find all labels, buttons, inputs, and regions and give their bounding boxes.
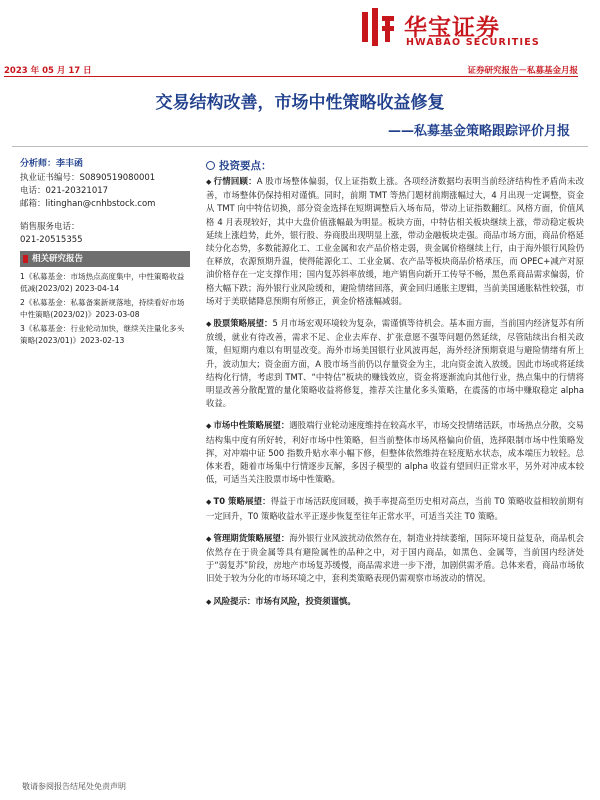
managed-futures-paragraph <box>206 532 584 586</box>
risk-warning-paragraph <box>206 595 584 609</box>
analyst-phone: 电话：021-20321017 <box>20 186 109 196</box>
bullet-diamond-icon: ◆ <box>206 597 212 606</box>
paragraph-text: 得益于市场活跃度回暖，换手率提高至历史相对高点，当前 T0 策略收益相较前期有一定回升，T0 策略收益水平正逐步恢复至往年正常水平，可适当关注 T0 策略。 <box>206 496 584 521</box>
main-content <box>206 158 584 618</box>
bullet-diamond-icon: ◆ <box>206 534 212 543</box>
paragraph-label: 市场中性策略展望： <box>213 420 290 431</box>
section-heading-text: 投资要点： <box>219 160 272 172</box>
paragraph-label: 管理期货策略展望： <box>213 532 290 543</box>
paragraph-text: 海外银行业风波扰动依然存在，制造业持续萎缩，国际环境日益复杂，商品机会依然存在于贵金属等具有避险属性的品种之中，对于国内商品，如黑色、金属等，当前国内经济处于“弱复苏”阶段，房地产市场复苏缓慢，商品需求进一步下滑，加剧供需矛盾。总体来看，商品市场依旧处于较为分化的市场环境之中，套利类策略表现仍需观察市场波动的情况。 <box>206 532 585 584</box>
related-report-item[interactable]: 2《私募基金：私募备案新规落地，持续看好市场中性策略(2023/02)》2023-03-08 <box>20 298 185 319</box>
bullet-diamond-icon: ◆ <box>206 498 212 507</box>
huabao-logo-icon <box>358 8 398 46</box>
report-subtitle: ——私募基金策略跟踪评价月报 <box>387 124 570 139</box>
stock-strategy-paragraph <box>206 317 584 410</box>
related-reports-header: 相关研究报告 <box>20 251 190 267</box>
paragraph-label: 股票策略展望： <box>213 318 273 329</box>
logo-name: 华宝证券 <box>404 15 500 41</box>
header-divider <box>4 76 578 77</box>
bullet-diamond-icon: ◆ <box>206 178 212 186</box>
analyst-email[interactable]: 邮箱：litinghan@cnhbstock.com <box>20 199 156 209</box>
sales-phone: 021-20515355 <box>20 235 83 245</box>
analyst-info <box>20 172 190 211</box>
sales-contact <box>20 221 190 247</box>
report-date: 2023 年 05 月 17 日 <box>4 66 92 76</box>
section-heading <box>206 158 584 173</box>
related-report-item[interactable]: 3《私募基金：行业轮动加快，继续关注量化多头策略(2023/01)》2023-02-13 <box>20 324 185 345</box>
license-number: 执业证书编号：S0890519080001 <box>20 173 156 183</box>
paragraph-text: A 股市场整体偏弱，仅上证指数上涨。各项经济数据均表明当前经济结构性矛盾尚未改善，市场整体仍保持相对谨慎。同时，前期 TMT 等热门题材前期涨幅过大，4 月出现一定调整，资金从 TMT 向中特估切换，部分资金选择在短期调整后入场布局，带动上证指数翻红。风格方面，价值风格 4 月表现较好，其中大盘价值涨幅最为明显。板块方面，中特估相关板块继续上涨，带动稳定板块延续上涨趋势，此外，银行股、券商股出现明显上涨，带动金融板块走强。商品市场方面，商品价格延续分化态势，多数能源化工、工业金属和农产品价格走弱，贵金属价格继续上行，由于海外银行风险仍在释放，农源预期升温，使得能源化工、工业金属、农产品等板块商品价格承压，而 OPEC+减产对原油价格存在一定支撑作用；国内复苏斜率放缓，地产销售向新开工传导不畅，黑色系商品需求偏弱，价格大幅下跌；海外银行业风险缓和，避险情绪回落，黄金回归通胀主逻辑，当前美国通胀粘性较强，市场对于美联储降息预期有所修正，黄金价格涨幅减弱。 <box>206 176 585 306</box>
analyst-name: 分析师：李丰函 <box>20 159 84 169</box>
paragraph-text: 遇股端行业轮动速度维持在较高水平，市场交投情绪活跃，市场热点分散，交易结构集中度有所好转，利好市场中性策略，但当前整体市场风格偏向价值，选择限制市场中性策略发挥，对冲端中证 500 指数升贴水率小幅下修，但整体依然维持在轻度贴水状态，成本端压力较轻。总体来看，随着市场集中行情逐步瓦解，多因子模型的 alpha 收益有望回归正常水平，另外对冲成本较低，可适当关注股票市场中性策略。 <box>206 420 585 485</box>
t0-strategy-paragraph <box>206 495 584 522</box>
title-divider <box>12 146 588 147</box>
bullet-diamond-icon: ◆ <box>206 422 212 431</box>
sidebar <box>20 158 190 349</box>
paragraph-label: 行情回顾： <box>213 176 257 186</box>
paragraph-text: 5 月市场宏观环境较为复杂，需谨慎等待机会。基本面方面，当前国内经济复苏有所放缓，就业有待改善，需求不足、企业去库存、扩张意愿不强等问题仍然延续，尽管陆续出台相关政策，但短期内难以有明显改变。海外市场美国银行业风波再起，海外经济预期衰退与避险情绪有所上升，波动加大；资金面方面，A 股市场当前仍以存量资金为主，北向资金流入放缓。因此市场或将延续结构化行情，考虑到 TMT、“中特估”板块的赚钱效应，资金将逐渐流向其他行业，热点集中的行情将明显改善分散配置的量化策略收益将修复，推荐关注量化多头策略，在震荡的市场中赚取稳定 alpha 收益。 <box>206 318 585 409</box>
paragraph-text: 市场有风险，投资须谨慎。 <box>255 595 356 606</box>
market-neutral-paragraph <box>206 419 584 486</box>
disclaimer-note: 敬请参阅报告结尾处免责声明 <box>22 782 126 791</box>
paragraph-label: 风险提示： <box>213 595 256 606</box>
report-category: 证券研究报告－私募基金月报 <box>467 66 578 76</box>
paragraph-label: T0 策略展望： <box>213 496 271 507</box>
company-logo <box>358 6 578 50</box>
related-report-item[interactable]: 1《私募基金：市场热点高度集中，中性策略收益低减(2023/02) 2023-04-14 <box>20 272 185 293</box>
related-reports-list <box>20 271 190 347</box>
bullet-diamond-icon: ◆ <box>206 320 212 329</box>
report-title: 交易结构改善，市场中性策略收益修复 <box>155 93 445 113</box>
market-review-paragraph <box>206 175 584 308</box>
sales-label: 销售服务电话： <box>20 222 80 232</box>
logo-english-name: HWABAO SECURITIES <box>406 37 540 48</box>
report-meta-bar <box>0 68 600 78</box>
circle-bullet-icon <box>206 161 215 170</box>
